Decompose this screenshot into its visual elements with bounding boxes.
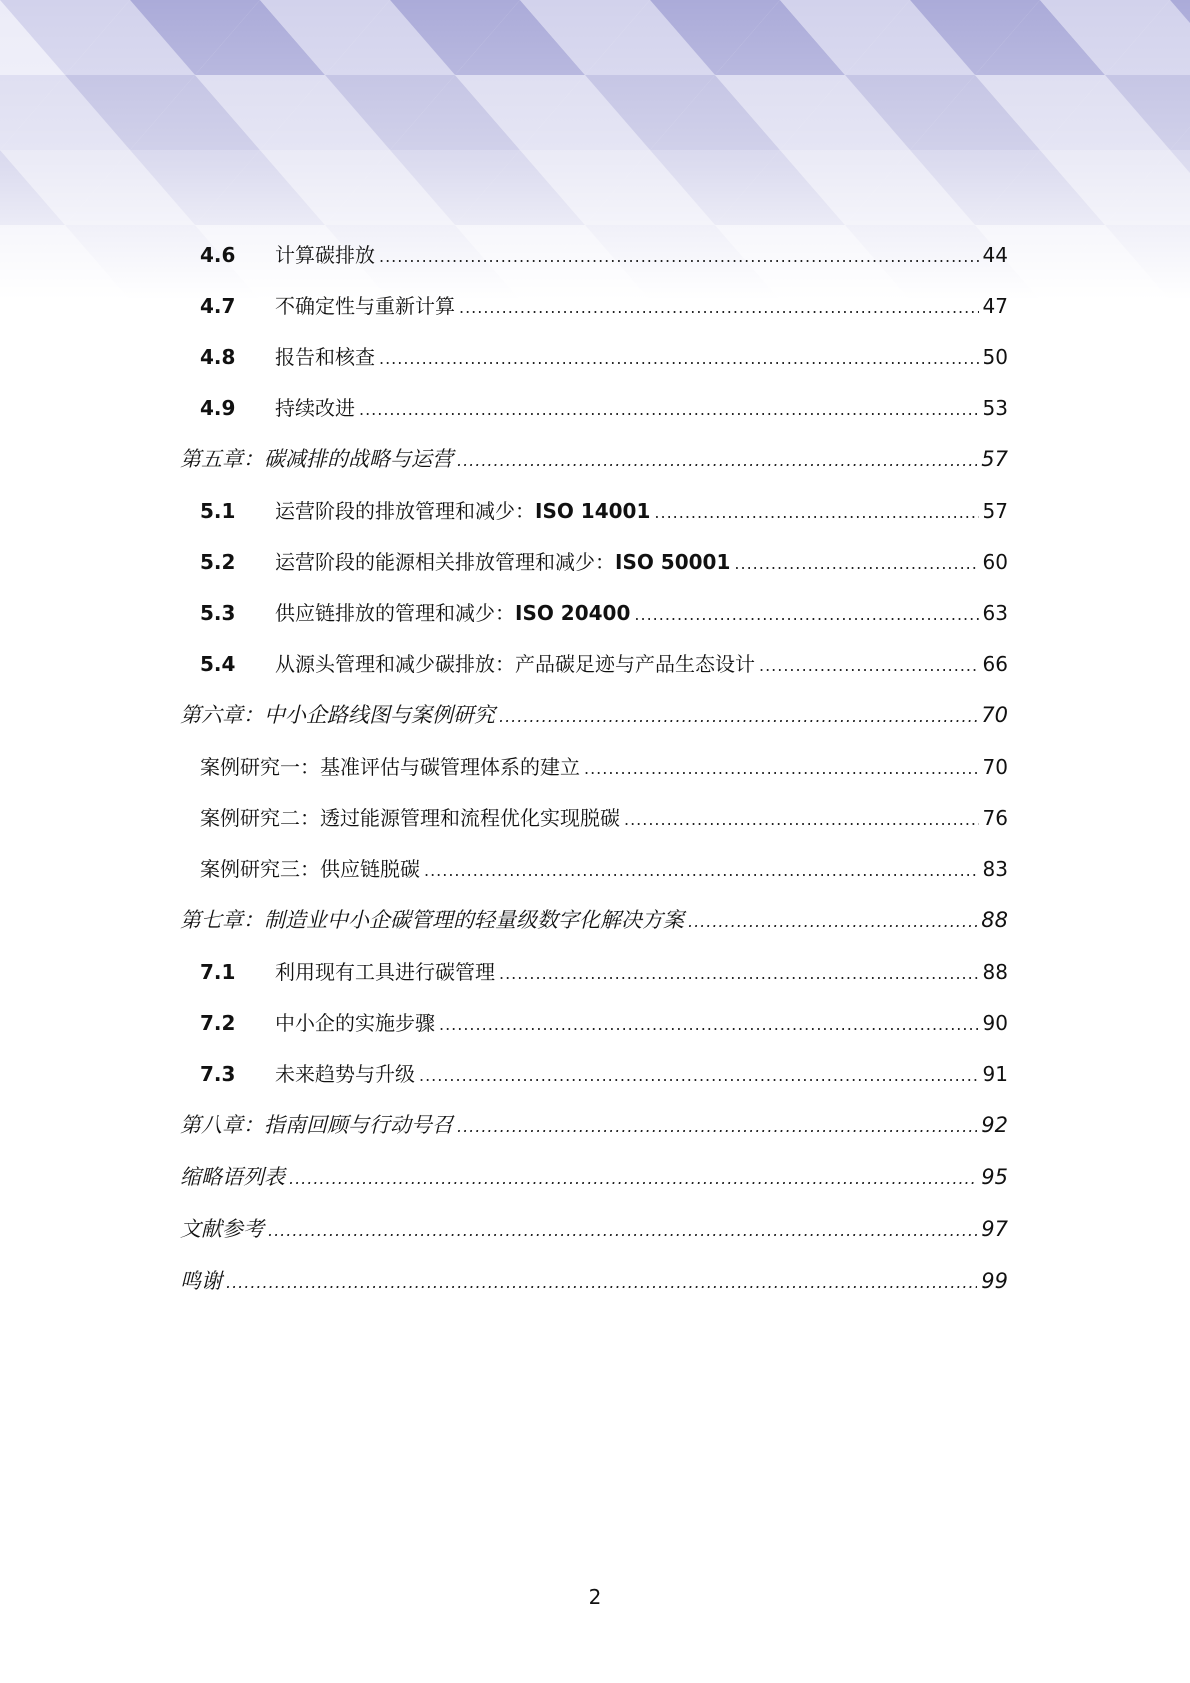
toc-page-number: 95 [981, 1165, 1008, 1189]
toc-entry-title-text: 运营阶段的能源相关排放管理和减少： [275, 550, 615, 574]
toc-entry-title [180, 700, 495, 730]
toc-section-entry[interactable] [180, 957, 1008, 1008]
toc-page-number: 44 [982, 243, 1008, 267]
dot-leader [499, 702, 977, 732]
toc-section-number: 4.9 [200, 396, 236, 420]
dot-leader [439, 1010, 979, 1040]
dot-leader [459, 293, 979, 323]
toc-section-number: 7.1 [200, 960, 236, 984]
toc-page-number: 91 [982, 1062, 1008, 1086]
table-of-contents [180, 240, 1008, 1318]
toc-entry-title [275, 649, 755, 679]
toc-entry-title-text: 案例研究一：基准评估与碳管理体系的建立 [200, 755, 580, 779]
toc-entry-title-text: 文献参考 [180, 1217, 264, 1241]
toc-entry-title [275, 1008, 435, 1038]
toc-entry-title [180, 1214, 264, 1244]
dot-leader [226, 1268, 977, 1298]
toc-entry-title-text: 运营阶段的排放管理和减少： [275, 499, 535, 523]
dot-leader [499, 959, 979, 989]
toc-entry-title [180, 1110, 453, 1140]
toc-section-entry[interactable] [180, 291, 1008, 342]
toc-page-number: 60 [982, 550, 1008, 574]
toc-entry-title-text: 第八章：指南回顾与行动号召 [180, 1113, 453, 1137]
toc-entry-title [200, 854, 420, 884]
toc-chapter-entry[interactable] [180, 700, 1008, 752]
toc-entry-title-text: 利用现有工具进行碳管理 [275, 960, 495, 984]
toc-entry-title [275, 342, 375, 372]
dot-leader [379, 242, 979, 272]
toc-entry-title [275, 957, 495, 987]
toc-section-entry[interactable] [180, 496, 1008, 547]
toc-case-entry[interactable] [180, 854, 1008, 905]
toc-entry-title-text: 供应链排放的管理和减少： [275, 601, 515, 625]
toc-entry-title [275, 496, 650, 526]
toc-page-number: 88 [981, 908, 1008, 932]
toc-section-number: 5.2 [200, 550, 236, 574]
toc-page-number: 99 [981, 1269, 1008, 1293]
toc-chapter-entry[interactable] [180, 1110, 1008, 1162]
toc-page-number: 63 [982, 601, 1008, 625]
toc-section-entry[interactable] [180, 240, 1008, 291]
toc-chapter-entry[interactable] [180, 444, 1008, 496]
toc-chapter-entry[interactable] [180, 905, 1008, 957]
toc-page-number: 88 [982, 960, 1008, 984]
page-number: 2 [588, 1585, 602, 1609]
toc-entry-title-text: 未来趋势与升级 [275, 1062, 415, 1086]
toc-entry-title-text: 案例研究三：供应链脱碳 [200, 857, 420, 881]
toc-page-number: 70 [982, 755, 1008, 779]
toc-chapter-entry[interactable] [180, 1266, 1008, 1318]
dot-leader [584, 754, 979, 784]
toc-page-number: 83 [982, 857, 1008, 881]
toc-entry-title [275, 291, 455, 321]
dot-leader [424, 856, 979, 886]
toc-entry-title-text: 从源头管理和减少碳排放：产品碳足迹与产品生态设计 [275, 652, 755, 676]
toc-entry-title-text: 鸣谢 [180, 1269, 222, 1293]
dot-leader [734, 549, 978, 579]
toc-page-number: 57 [981, 447, 1008, 471]
toc-entry-standard: ISO 50001 [615, 550, 731, 574]
toc-entry-standard: ISO 20400 [515, 601, 631, 625]
toc-entry-title [275, 393, 355, 423]
toc-case-entry[interactable] [180, 752, 1008, 803]
toc-entry-title-text: 第五章：碳减排的战略与运营 [180, 447, 453, 471]
dot-leader [379, 344, 979, 374]
dot-leader [759, 651, 979, 681]
dot-leader [359, 395, 979, 425]
dot-leader [634, 600, 978, 630]
toc-entry-title-text: 报告和核查 [275, 345, 375, 369]
toc-section-number: 5.3 [200, 601, 236, 625]
toc-section-entry[interactable] [180, 547, 1008, 598]
dot-leader [688, 907, 977, 937]
toc-entry-title [275, 547, 730, 577]
dot-leader [289, 1164, 977, 1194]
toc-page-number: 90 [982, 1011, 1008, 1035]
toc-section-number: 4.6 [200, 243, 236, 267]
dot-leader [268, 1216, 977, 1246]
toc-section-number: 5.1 [200, 499, 236, 523]
toc-chapter-entry[interactable] [180, 1214, 1008, 1266]
toc-page-number: 70 [981, 703, 1008, 727]
toc-entry-title [200, 803, 620, 833]
toc-entry-title [180, 905, 684, 935]
toc-entry-title [275, 1059, 415, 1089]
toc-entry-title [180, 1266, 222, 1296]
toc-entry-title-text: 缩略语列表 [180, 1165, 285, 1189]
toc-section-entry[interactable] [180, 598, 1008, 649]
toc-entry-title [200, 752, 580, 782]
toc-entry-title-text: 案例研究二：透过能源管理和流程优化实现脱碳 [200, 806, 620, 830]
toc-page-number: 66 [982, 652, 1008, 676]
toc-chapter-entry[interactable] [180, 1162, 1008, 1214]
toc-page-number: 50 [982, 345, 1008, 369]
toc-section-number: 5.4 [200, 652, 236, 676]
toc-section-entry[interactable] [180, 649, 1008, 700]
toc-page-number: 47 [982, 294, 1008, 318]
dot-leader [624, 805, 979, 835]
toc-entry-title [275, 598, 630, 628]
toc-page-number: 53 [982, 396, 1008, 420]
toc-entry-title [180, 444, 453, 474]
toc-section-number: 4.7 [200, 294, 236, 318]
dot-leader [457, 1112, 977, 1142]
toc-section-entry[interactable] [180, 1008, 1008, 1059]
toc-entry-standard: ISO 14001 [535, 499, 651, 523]
toc-section-entry[interactable] [180, 1059, 1008, 1110]
toc-section-number: 7.3 [200, 1062, 236, 1086]
toc-entry-title-text: 第六章：中小企路线图与案例研究 [180, 703, 495, 727]
toc-section-number: 4.8 [200, 345, 236, 369]
toc-page-number: 57 [982, 499, 1008, 523]
toc-case-entry[interactable] [180, 803, 1008, 854]
toc-entry-title-text: 中小企的实施步骤 [275, 1011, 435, 1035]
dot-leader [419, 1061, 979, 1091]
toc-entry-title-text: 不确定性与重新计算 [275, 294, 455, 318]
dot-leader [457, 446, 977, 476]
toc-entry-title [275, 240, 375, 270]
toc-page-number: 97 [981, 1217, 1008, 1241]
toc-page-number: 76 [982, 806, 1008, 830]
toc-section-number: 7.2 [200, 1011, 236, 1035]
toc-entry-title-text: 持续改进 [275, 396, 355, 420]
toc-entry-title-text: 第七章：制造业中小企碳管理的轻量级数字化解决方案 [180, 908, 684, 932]
toc-entry-title [180, 1162, 285, 1192]
toc-entry-title-text: 计算碳排放 [275, 243, 375, 267]
dot-leader [654, 498, 978, 528]
toc-section-entry[interactable] [180, 342, 1008, 393]
toc-page-number: 92 [981, 1113, 1008, 1137]
toc-section-entry[interactable] [180, 393, 1008, 444]
